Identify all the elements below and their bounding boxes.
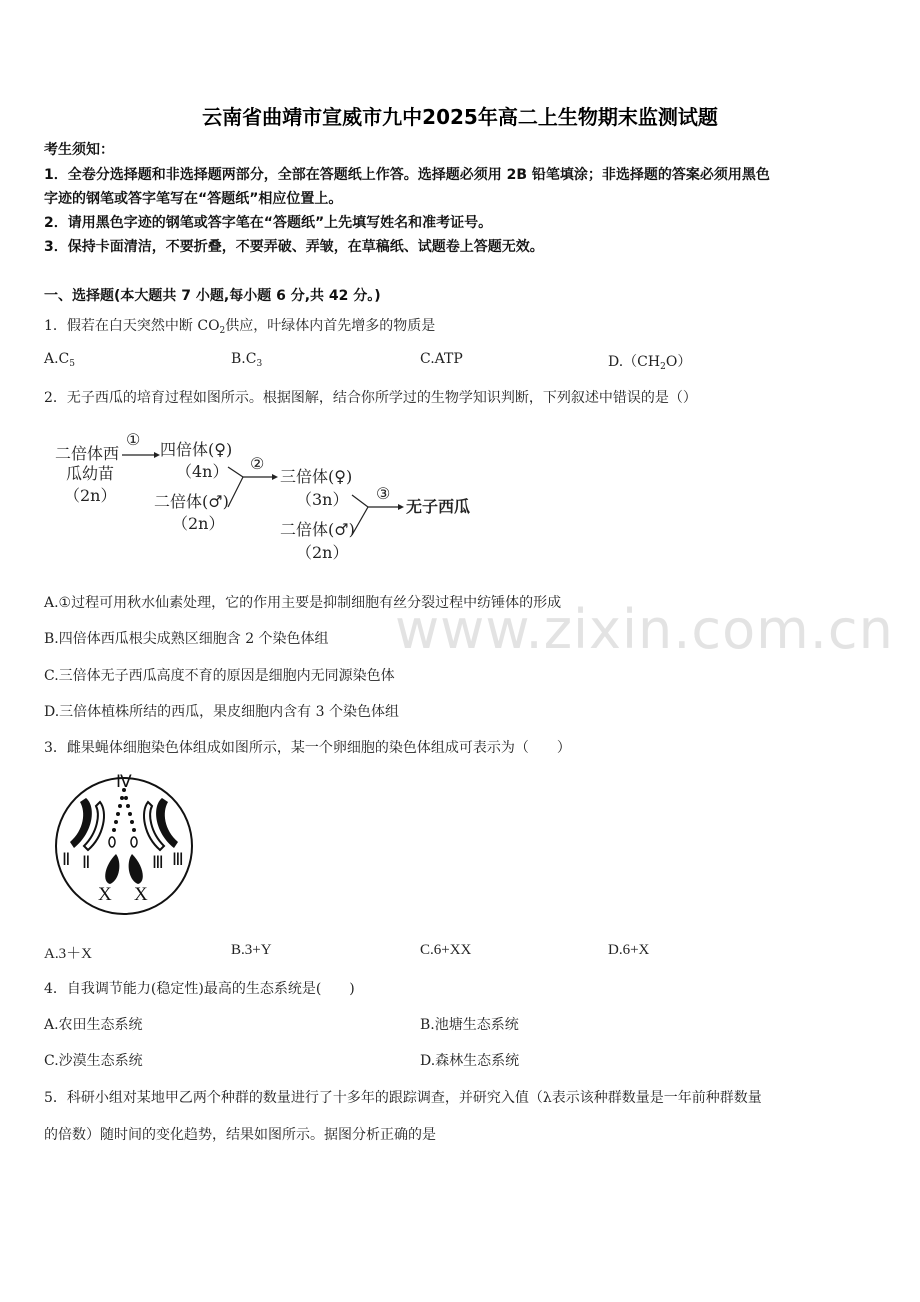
diagram-step-3: ③ [376, 484, 391, 503]
label-iii-inner: Ⅲ [152, 853, 164, 872]
question-3-option-c[interactable]: C.6+XX [420, 942, 472, 958]
section-heading: 一、选择题(本大题共 7 小题,每小题 6 分,共 42 分。) [44, 288, 381, 304]
diagram-diploid-male-1-ploidy: （2n） [172, 514, 225, 533]
question-3-option-a[interactable]: A.3＋X [44, 946, 92, 962]
question-4-option-a[interactable]: A.农田生态系统 [44, 1017, 143, 1033]
label-x-left: X [98, 884, 112, 905]
seedless-watermelon-diagram [50, 425, 480, 570]
label-ii-outer: Ⅱ [62, 850, 71, 869]
question-2-stem: 2．无子西瓜的培育过程如图所示。根据图解，结合你所学过的生物学知识判断，下列叙述中错误的是（） [44, 390, 697, 406]
watermark: www.zixin.com.cn [395, 598, 894, 661]
diagram-triploid: 三倍体(♀) [280, 467, 353, 486]
diagram-start-line2: 瓜幼苗 [66, 464, 115, 483]
question-1-option-b[interactable]: $B.C_3$ [231, 351, 263, 369]
question-3-option-b[interactable]: B.3+Y [231, 942, 272, 958]
notice-item-3: 3．保持卡面清洁，不要折叠，不要弄破、弄皱，在草稿纸、试题卷上答题无效。 [44, 239, 544, 255]
question-1-option-a[interactable]: $A.C_5$ [44, 351, 76, 369]
diagram-result: 无子西瓜 [406, 497, 471, 516]
page-title: 云南省曲靖市宣威市九中2025年高二上生物期末监测试题 [202, 105, 718, 129]
diagram-step-1: ① [126, 430, 141, 449]
question-1-option-d[interactable]: $D.(CH_2O)$ [608, 354, 692, 372]
question-2-option-d[interactable]: D.三倍体植株所结的西瓜，果皮细胞内含有 3 个染色体组 [44, 704, 399, 720]
drosophila-chromosome-figure [50, 770, 200, 915]
diagram-step-2: ② [250, 454, 265, 473]
question-1-option-c[interactable]: C.ATP [420, 351, 463, 367]
diagram-diploid-male-2-ploidy: （2n） [296, 543, 349, 562]
diagram-diploid-male-1: 二倍体(♂) [154, 492, 229, 511]
question-4-option-c[interactable]: C.沙漠生态系统 [44, 1053, 143, 1069]
arrowhead-3-icon [398, 504, 404, 510]
notice-item-1-cont: 字迹的钢笔或答字笔写在“答题纸”相应位置上。 [44, 191, 343, 207]
chromosome-x-left [105, 854, 119, 884]
chromosome-iv-dots [112, 788, 136, 832]
question-1-stem: 1．假若在白天突然中断 $CO_2$供应，叶绿体内首先增多的物质是 [44, 318, 436, 336]
question-2-option-a[interactable]: A.①过程可用秋水仙素处理，它的作用主要是抑制细胞有丝分裂过程中纺锤体的形成 [44, 595, 562, 611]
diagram-tetraploid: 四倍体(♀) [160, 440, 233, 459]
diagram-start-line1: 二倍体西 [55, 444, 120, 463]
question-5-stem-line1: 5．科研小组对某地甲乙两个种群的数量进行了十多年的跟踪调查，并研究入值（λ表示该种群数量是一年前种群数量 [44, 1090, 762, 1106]
notice-item-1: 1．全卷分选择题和非选择题两部分，全部在答题纸上作答。选择题必须用 2B 铅笔填涂；非选择题的答案必须用黑色 [44, 167, 770, 183]
question-2-option-b[interactable]: B.四倍体西瓜根尖成熟区细胞含 2 个染色体组 [44, 631, 329, 647]
diagram-start-ploidy: （2n） [64, 486, 117, 505]
question-5-stem-line2: 的倍数）随时间的变化趋势，结果如图所示。据图分析正确的是 [44, 1127, 436, 1143]
question-4-option-d[interactable]: D.森林生态系统 [420, 1053, 520, 1069]
cell-outline [56, 778, 192, 914]
diagram-tetraploid-ploidy: （4n） [176, 462, 229, 481]
diagram-diploid-male-2: 二倍体(♂) [280, 520, 355, 539]
chromosome-x-right [129, 854, 143, 884]
notice-heading: 考生须知： [44, 142, 114, 158]
label-iv: Ⅳ [116, 772, 132, 791]
question-3-stem: 3．雌果蝇体细胞染色体组成如图所示，某一个卵细胞的染色体组成可表示为（ ） [44, 740, 571, 756]
question-3-option-d[interactable]: D.6+X [608, 942, 650, 958]
label-ii-inner: Ⅱ [82, 853, 91, 872]
diagram-triploid-ploidy: （3n） [296, 490, 349, 509]
label-iii-outer: Ⅲ [172, 850, 184, 869]
question-4-stem: 4．自我调节能力(稳定性)最高的生态系统是( ) [44, 981, 355, 997]
arrowhead-2-icon [272, 474, 278, 480]
label-x-right: X [134, 884, 148, 905]
notice-item-2: 2．请用黑色字迹的钢笔或答字笔在“答题纸”上先填写姓名和准考证号。 [44, 215, 493, 231]
question-2-option-c[interactable]: C.三倍体无子西瓜高度不育的原因是细胞内无同源染色体 [44, 668, 395, 684]
question-4-option-b[interactable]: B.池塘生态系统 [420, 1017, 519, 1033]
